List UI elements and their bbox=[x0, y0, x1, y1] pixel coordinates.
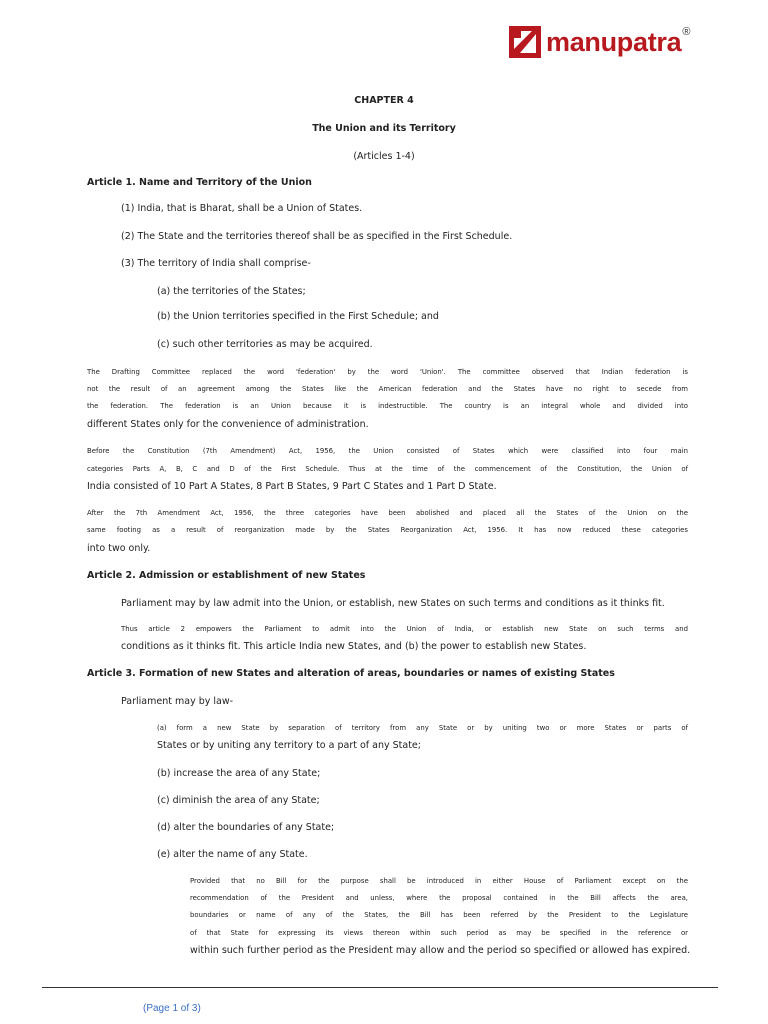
proviso-line: Provided that no Bill for the purpose shall be introduced in either House of Parliament except on the bbox=[190, 877, 688, 885]
paragraph-line: into two only. bbox=[87, 543, 151, 554]
footer-divider bbox=[42, 987, 718, 988]
page-number-link[interactable]: (Page 1 of 3) bbox=[143, 1003, 201, 1014]
paragraph-line: different States only for the convenience of administration. bbox=[87, 419, 369, 430]
manupatra-logo-icon bbox=[508, 25, 542, 59]
paragraph-line: not the result of an agreement among the States like the American federation and the States have no right to secede from bbox=[87, 385, 688, 393]
article3-intro: Parliament may by law- bbox=[121, 696, 234, 707]
paragraph-line: After the 7th Amendment Act, 1956, the three categories have been abolished and placed all the States of the Union on the bbox=[87, 509, 688, 517]
paragraph-line: categories Parts A, B, C and D of the First Schedule. Thus at the time of the commencement of the Constitution, the Union of bbox=[87, 465, 688, 473]
article1-sub-b: (b) the Union territories specified in the First Schedule; and bbox=[157, 311, 439, 322]
article3-sub-a-line: States or by uniting any territory to a part of any State; bbox=[157, 740, 421, 751]
paragraph-line: The Drafting Committee replaced the word 'federation' by the word 'Union'. The committee observed that Indian federation is bbox=[87, 368, 688, 376]
article1-clause3: (3) The territory of India shall comprise- bbox=[121, 258, 311, 269]
article1-sub-a: (a) the territories of the States; bbox=[157, 286, 306, 297]
proviso-line: of that State for expressing its views thereon within such period as may be specified in the reference or bbox=[190, 929, 688, 937]
articles-range: (Articles 1-4) bbox=[353, 151, 415, 162]
chapter-label: CHAPTER 4 bbox=[354, 95, 414, 106]
proviso-line: boundaries or name of any of the States, the Bill has been referred by the President to the Legislature bbox=[190, 911, 688, 919]
proviso-line: recommendation of the President and unless, where the proposal contained in the Bill affects the area, bbox=[190, 894, 688, 902]
paragraph-line: Before the Constitution (7th Amendment) Act, 1956, the Union consisted of States which were classified into four main bbox=[87, 447, 688, 455]
article3-sub-c: (c) diminish the area of any State; bbox=[157, 795, 320, 806]
logo-text: manupatra bbox=[546, 27, 682, 57]
proviso-line: within such further period as the President may allow and the period so specified or allowed has expired. bbox=[190, 945, 691, 956]
article3-sub-b: (b) increase the area of any State; bbox=[157, 768, 321, 779]
paragraph-line: same footing as a result of reorganization made by the States Reorganization Act, 1956. It has now reduced these categories bbox=[87, 526, 688, 534]
manupatra-logo bbox=[508, 22, 690, 62]
article3-sub-d: (d) alter the boundaries of any State; bbox=[157, 822, 335, 833]
article2-heading: Article 2. Admission or establishment of new States bbox=[87, 570, 366, 581]
article3-sub-a-line: (a) form a new State by separation of territory from any State or by uniting two or more States or parts of bbox=[157, 724, 688, 732]
article1-clause1: (1) India, that is Bharat, shall be a Union of States. bbox=[121, 203, 363, 214]
article1-clause2: (2) The State and the territories thereof shall be as specified in the First Schedule. bbox=[121, 231, 513, 242]
article3-heading: Article 3. Formation of new States and alteration of areas, boundaries or names of existing States bbox=[87, 668, 615, 679]
paragraph-line: the federation. The federation is an Union because it is indestructible. The country is an integral whole and divided into bbox=[87, 402, 688, 410]
paragraph-line: India consisted of 10 Part A States, 8 Part B States, 9 Part C States and 1 Part D State. bbox=[87, 481, 497, 492]
article2-note-line: Thus article 2 empowers the Parliament to admit into the Union of India, or establish new State on such terms and bbox=[121, 625, 688, 633]
registered-mark: ® bbox=[682, 26, 691, 38]
article2-note-line: conditions as it thinks fit. This article India new States, and (b) the power to establish new States. bbox=[121, 641, 587, 652]
article3-sub-e: (e) alter the name of any State. bbox=[157, 849, 308, 860]
article2-text: Parliament may by law admit into the Union, or establish, new States on such terms and conditions as it thinks fit. bbox=[121, 598, 665, 609]
chapter-title: The Union and its Territory bbox=[312, 123, 456, 134]
article1-heading: Article 1. Name and Territory of the Union bbox=[87, 177, 312, 188]
article1-sub-c: (c) such other territories as may be acquired. bbox=[157, 339, 373, 350]
